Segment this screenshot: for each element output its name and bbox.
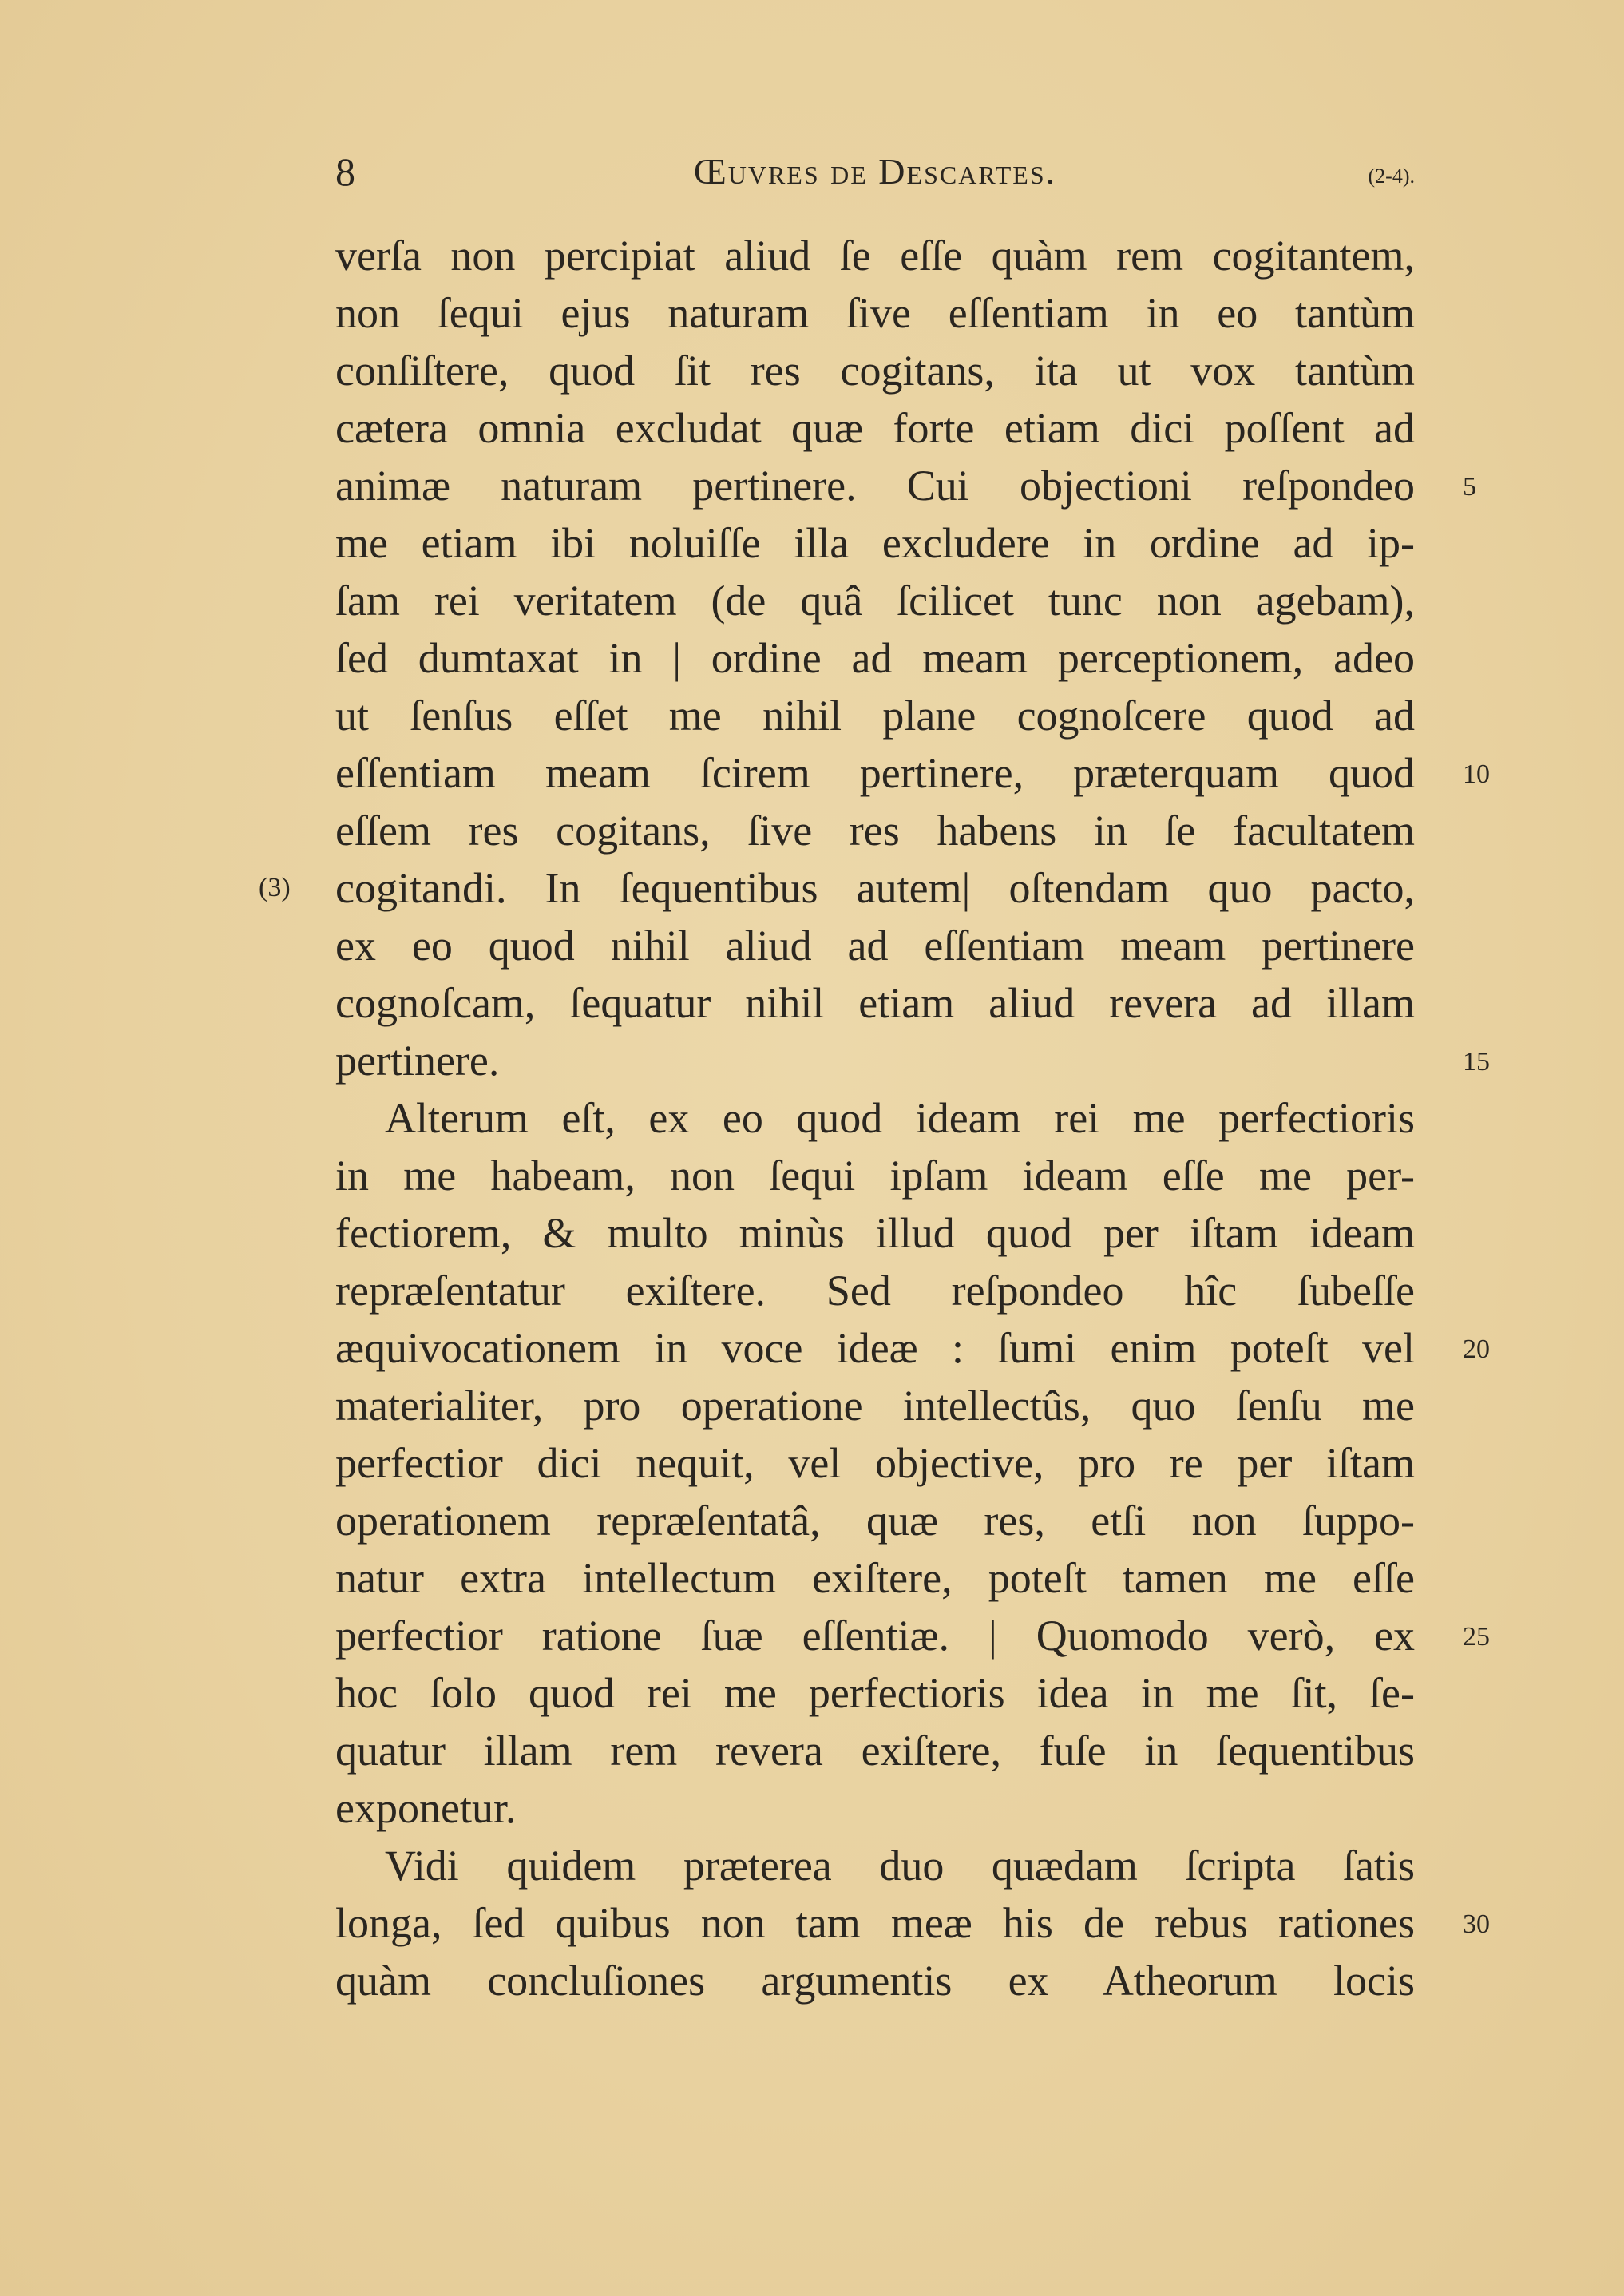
line-text: ex eo quod nihil aliud ad eſſentiam meam pertinere (335, 922, 1415, 970)
line-text: hoc ſolo quod rei me perfectioris idea in me ſit, ſe- (335, 1669, 1415, 1717)
text-line (335, 1434, 1415, 1492)
text-line (335, 1262, 1415, 1319)
line-number: 15 (1463, 1047, 1490, 1077)
line-text: conſiſtere, quod ſit res cogitans, ita ut vox tantùm (335, 347, 1415, 395)
line-text: quatur illam rem revera exiſtere, fuſe in ſequentibus (335, 1727, 1415, 1775)
text-line (335, 457, 1476, 514)
text-line (335, 342, 1415, 399)
line-text: operationem repræſentatâ, quæ res, etſi non ſuppo- (335, 1497, 1415, 1545)
line-text: perfectior dici nequit, vel objective, pro re per iſtam (335, 1439, 1415, 1487)
line-text: eſſem res cogitans, ſive res habens in ſe facultatem (335, 807, 1415, 855)
text-line (335, 1722, 1415, 1779)
text-line (335, 514, 1415, 572)
line-text: longa, ſed quibus non tam meæ his de rebus rationes (335, 1899, 1415, 1947)
text-line (335, 744, 1490, 802)
text-line (335, 1779, 1415, 1837)
line-text: eſſentiam meam ſcirem pertinere, præterquam quod (335, 749, 1415, 797)
line-text: cognoſcam, ſequatur nihil etiam aliud revera ad illam (335, 979, 1415, 1027)
running-title: Œuvres de Descartes. (693, 151, 1057, 192)
text-line (335, 1032, 1490, 1089)
text-line (335, 974, 1415, 1032)
body-text (259, 227, 1490, 2009)
line-text: æquivocationem in voce ideæ : ſumi enim poteſt vel (335, 1324, 1415, 1372)
text-line (335, 1204, 1415, 1262)
line-text: repræſentatur exiſtere. Sed reſpondeo hîc ſubeſſe (335, 1267, 1415, 1315)
running-head (335, 144, 1415, 200)
line-number: 10 (1463, 759, 1490, 789)
line-text: cætera omnia excludat quæ forte etiam dici poſſent ad (335, 404, 1415, 452)
line-text: non ſequi ejus naturam ſive eſſentiam in eo tantùm (335, 289, 1415, 337)
line-text: exponetur. (335, 1784, 517, 1832)
text-line (335, 1089, 1415, 1147)
line-text: Alterum eſt, ex eo quod ideam rei me perfectioris (385, 1094, 1415, 1142)
text-line (335, 1952, 1415, 2009)
page-number: 8 (335, 149, 355, 194)
line-text: pertinere. (335, 1037, 500, 1085)
margin-reference: (3) (259, 873, 291, 902)
line-text: cogitandi. In ſequentibus autem| oſtendam quo pacto, (335, 864, 1415, 912)
text-line (335, 1319, 1490, 1377)
line-text: verſa non percipiat aliud ſe eſſe quàm rem cogitantem, (335, 232, 1415, 280)
line-text: animæ naturam pertinere. Cui objectioni reſpondeo (335, 462, 1415, 510)
text-line (259, 859, 1415, 917)
line-text: natur extra intellectum exiſtere, poteſt tamen me eſſe (335, 1554, 1415, 1602)
line-text: ut ſenſus eſſet me nihil plane cognoſcere quod ad (335, 692, 1415, 740)
line-text: perfectior ratione ſuæ eſſentiæ. | Quomodo verò, ex (335, 1612, 1415, 1660)
text-line (335, 1837, 1415, 1894)
text-line (335, 1607, 1490, 1664)
text-line (335, 1664, 1415, 1722)
text-line (335, 802, 1415, 859)
line-number: 20 (1463, 1334, 1490, 1364)
line-number: 30 (1463, 1909, 1490, 1939)
line-text: fectiorem, & multo minùs illud quod per iſtam ideam (335, 1209, 1415, 1257)
text-line (335, 399, 1415, 457)
text-line (335, 1492, 1415, 1549)
text-line (335, 687, 1415, 744)
text-line (335, 629, 1415, 687)
line-text: quàm concluſiones argumentis ex Atheorum locis (335, 1957, 1415, 2005)
text-line (335, 917, 1415, 974)
line-number: 25 (1463, 1622, 1490, 1652)
line-text: Vidi quidem præterea duo quædam ſcripta ſatis (385, 1842, 1415, 1890)
line-text: in me habeam, non ſequi ipſam ideam eſſe me per- (335, 1152, 1415, 1200)
text-line (335, 1377, 1415, 1434)
line-text: materialiter, pro operatione intellectûs, quo ſenſu me (335, 1382, 1415, 1430)
line-number: 5 (1463, 472, 1476, 502)
text-line (335, 1147, 1415, 1204)
text-line (335, 1894, 1490, 1952)
text-line (335, 572, 1415, 629)
text-line (335, 227, 1415, 284)
edition-reference: (2-4). (1368, 165, 1415, 188)
line-text: ſed dumtaxat in | ordine ad meam perceptionem, adeo (335, 634, 1415, 682)
line-text: me etiam ibi noluiſſe illa excludere in ordine ad ip- (335, 519, 1415, 567)
line-text: ſam rei veritatem (de quâ ſcilicet tunc non agebam), (335, 577, 1415, 625)
text-line (335, 1549, 1415, 1607)
text-line (335, 284, 1415, 342)
